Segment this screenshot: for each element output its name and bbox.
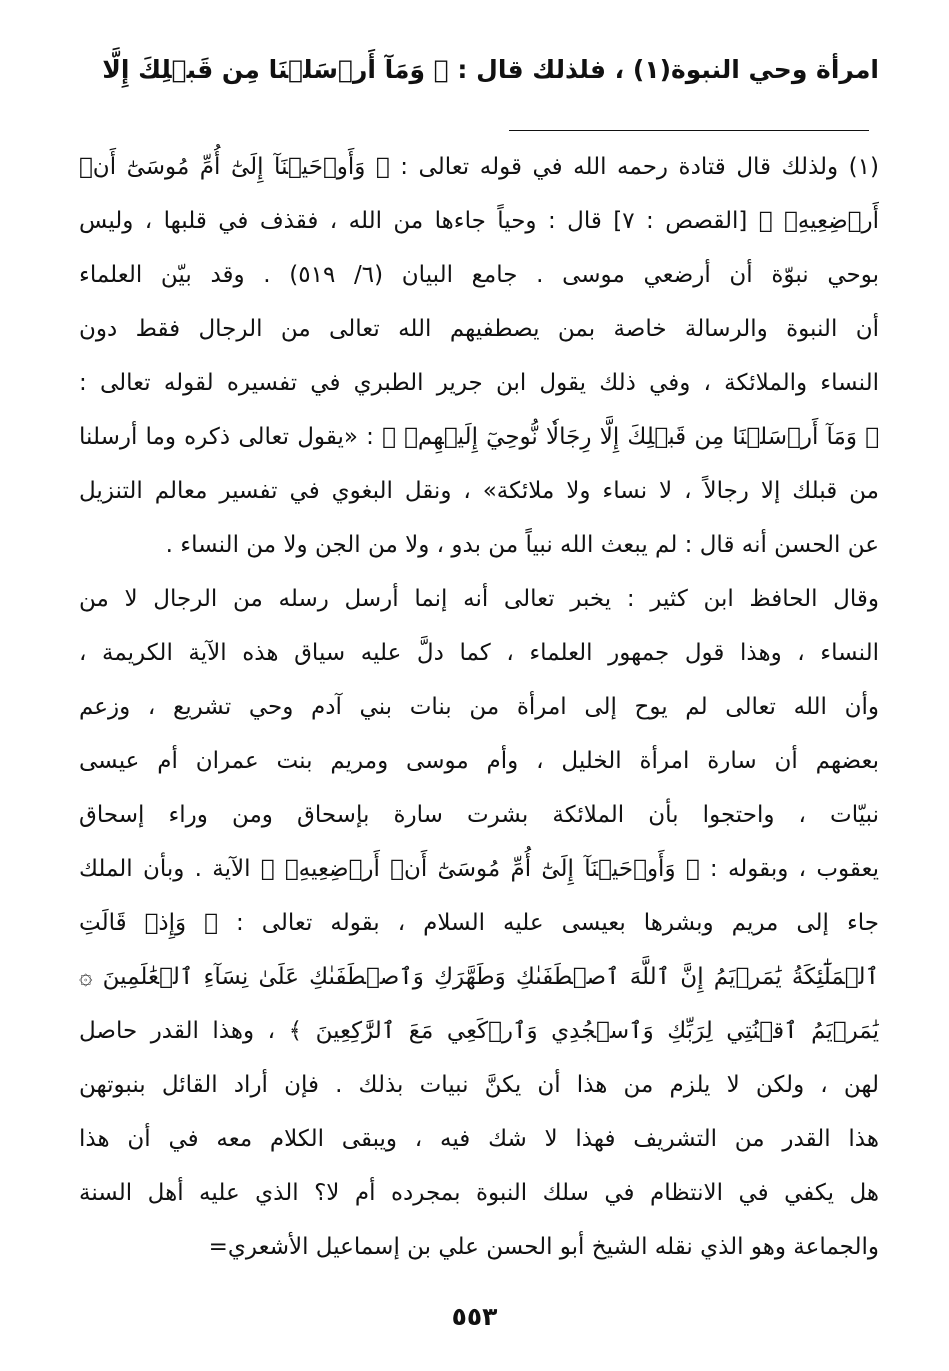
footnote-line: هذا القدر من التشريف فهذا لا شك فيه ، ويبقى الكلام معه في أن هذا <box>79 1126 879 1152</box>
footnote-line: هل يكفي في الانتظام في سلك النبوة بمجرده أم لا؟ الذي عليه أهل السنة <box>79 1180 879 1206</box>
footnote-line: وقال الحافظ ابن كثير : يخبر تعالى أنه إنما أرسل رسله من الرجال لا من <box>79 586 879 612</box>
footnote-line: (١) ولذلك قال قتادة رحمه الله في قوله تعالى : ﴿ وَأَوۡحَيۡنَآ إِلَىٰٓ أُمِّ مُوسَىٰٓ أَنۡ <box>79 154 879 180</box>
footnote-line: نبيّات ، واحتجوا بأن الملائكة بشرت سارة بإسحاق ومن وراء إسحاق <box>79 802 879 828</box>
footnote-line: أن النبوة والرسالة خاصة بمن يصطفيهم الله تعالى من الرجال فقط دون <box>79 316 879 342</box>
footnote-line: أَرۡضِعِيهِۖ ﴾ [القصص : ٧] قال : وحياً جاءها من الله ، فقذف في قلبها ، وليس <box>79 208 879 234</box>
footnote-line: والجماعة وهو الذي نقله الشيخ أبو الحسن علي بن إسماعيل الأشعري= <box>208 1234 879 1260</box>
footnote-separator <box>509 130 869 131</box>
footnote-line: بعضهم أن سارة امرأة الخليل ، وأم موسى ومريم بنت عمران أم عيسى <box>79 748 879 774</box>
page-number: ٥٥٣ <box>451 1302 498 1331</box>
footnote-line: بوحي نبوّة أن أرضعي موسى . جامع البيان (٦/ ٥١٩) . وقد بيّن العلماء <box>79 262 879 288</box>
footnote-line: ٱلۡمَلَٰٓئِكَةُ يَٰمَرۡيَمُ إِنَّ ٱللَّهَ ٱصۡطَفَىٰكِ وَطَهَّرَكِ وَٱصۡطَفَىٰكِ عَلَىٰ نِسَآءِ ٱلۡعَٰلَمِينَ ۞ <box>79 964 879 990</box>
footnote-line: عن الحسن أنه قال : لم يبعث الله نبياً من بدو ، ولا من الجن ولا من النساء . <box>165 532 879 558</box>
footnote-line: النساء ، وهذا قول جمهور العلماء ، كما دلَّ عليه سياق هذه الآية الكريمة ، <box>79 640 879 666</box>
footnote-line: جاء إلى مريم وبشرها بعيسى عليه السلام ، بقوله تعالى : ﴿ وَإِذۡ قَالَتِ <box>79 910 879 936</box>
footnote-line: ﴿ وَمَآ أَرۡسَلۡنَا مِن قَبۡلِكَ إِلَّا رِجَالٗا نُّوحِيٓ إِلَيۡهِمۡ ﴾ : «يقول تعالى ذكره وما أرسلنا <box>79 424 879 450</box>
footnote-line: وأن الله تعالى لم يوح إلى امرأة من بنات بني آدم وحي تشريع ، وزعم <box>79 694 879 720</box>
footnote-line: النساء والملائكة ، وفي ذلك يقول ابن جرير الطبري في تفسيره لقوله تعالى : <box>79 370 879 396</box>
footnote-block <box>79 140 879 1274</box>
footnote-line: يَٰمَرۡيَمُ ٱقۡنُتِي لِرَبِّكِ وَٱسۡجُدِي وَٱرۡكَعِي مَعَ ٱلرَّٰكِعِينَ ﴾ ، وهذا القدر حاصل <box>79 1018 879 1044</box>
footnote-line: من قبلك إلا رجالاً ، لا نساء ولا ملائكة» ، ونقل البغوي في تفسير معالم التنزيل <box>79 478 879 504</box>
main-text-line: امرأة وحي النبوة(١) ، فلذلك قال : ﴿ وَمَآ أَرۡسَلۡنَا مِن قَبۡلِكَ إِلَّا <box>102 55 879 84</box>
footnote-line: لهن ، ولكن لا يلزم من هذا أن يكنَّ نبيات بذلك . فإن أراد القائل بنبوتهن <box>79 1072 879 1098</box>
footnote-line: يعقوب ، وبقوله : ﴿ وَأَوۡحَيۡنَآ إِلَىٰٓ أُمِّ مُوسَىٰٓ أَنۡ أَرۡضِعِيهِۖ ﴾ الآية . وبأن الملك <box>79 856 879 882</box>
